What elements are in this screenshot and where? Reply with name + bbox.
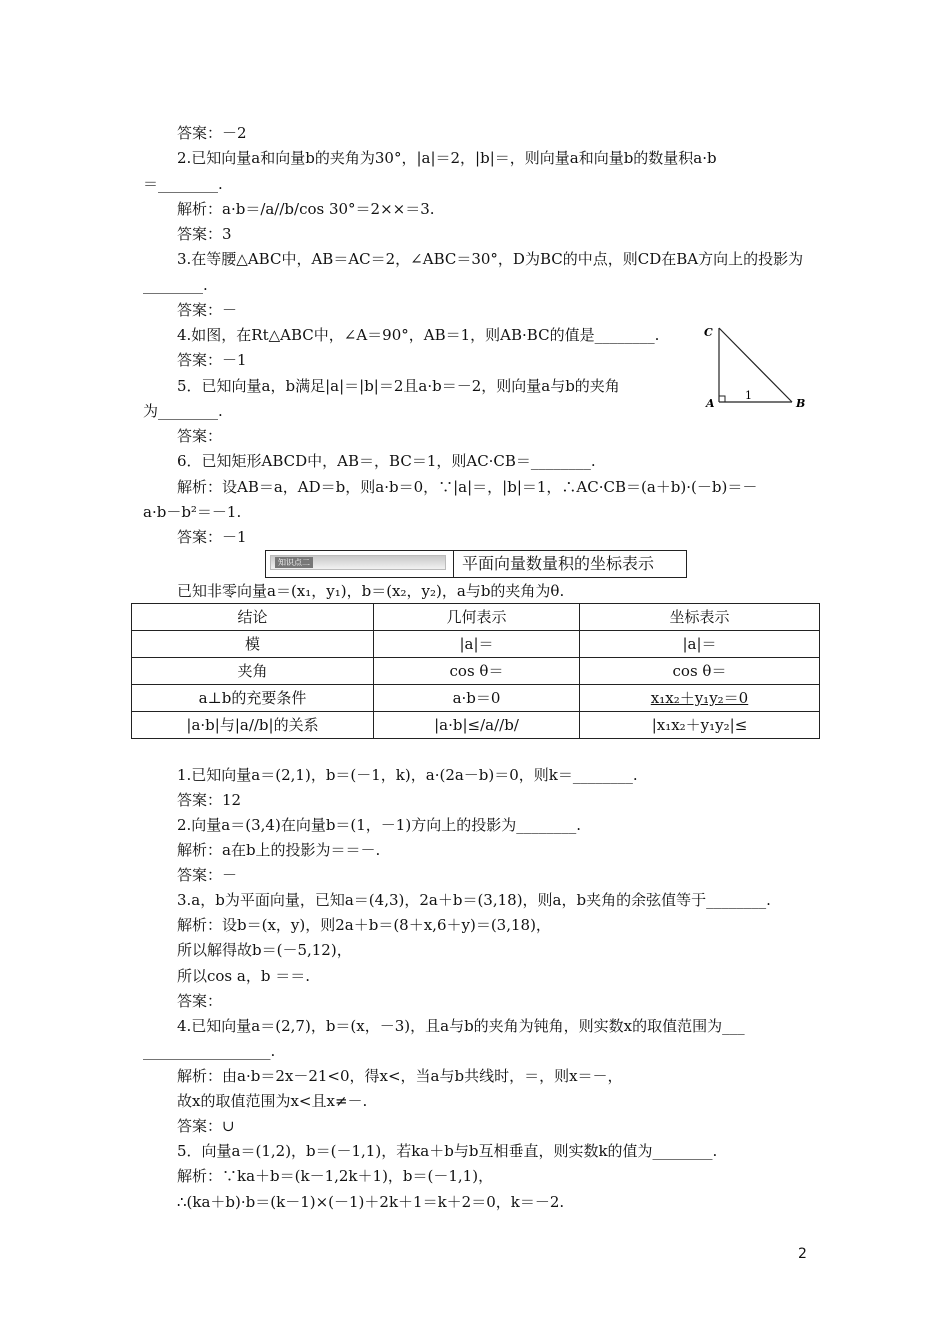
table-cell: cos θ＝ [374, 658, 580, 685]
exercise-3: 3.a，b为平面向量，已知a＝(4,3)，2a＋b＝(3,18)，则a，b夹角的余弦值等于________. [177, 891, 771, 909]
section-title: 平面向量数量积的坐标表示 [462, 554, 655, 573]
answer-line: 答案：－ [177, 301, 238, 319]
section-header [265, 550, 687, 578]
answer-line: 答案：－ [177, 866, 238, 884]
table-row [132, 712, 820, 739]
table-row [132, 631, 820, 658]
solution-line: 解析：∵ka＋b＝(k－1,2k＋1)，b＝(－1,1)， [177, 1167, 494, 1185]
exercise-2: 2.向量a＝(3,4)在向量b＝(1，－1)方向上的投影为________. [177, 816, 581, 834]
solution-line: 所以解得故b＝(－5,12)， [177, 941, 352, 959]
answer-line: 答案：12 [177, 791, 242, 809]
intro-line: 已知非零向量a＝(x₁，y₁)，b＝(x₂，y₂)，a与b的夹角为θ. [177, 582, 565, 600]
question-3-cont: ________. [143, 276, 208, 294]
table-cell: x₁x₂＋y₁y₂＝0 [580, 685, 820, 712]
knowledge-table [131, 603, 820, 739]
question-6: 6．已知矩形ABCD中，AB＝，BC＝1，则AC·CB＝________. [177, 452, 596, 470]
answer-line: 答案： [177, 992, 223, 1010]
solution-line: 解析：设AB＝a，AD＝b，则a·b＝0，∵|a|＝，|b|＝1，∴AC·CB＝(a＋b)·(－b)＝－ [177, 478, 758, 496]
section-divider [453, 551, 454, 577]
vertex-a-label: A [706, 397, 715, 410]
table-cell: |a|＝ [580, 631, 820, 658]
table-cell: cos θ＝ [580, 658, 820, 685]
solution-line: 所以cos a，b ＝＝. [177, 967, 310, 985]
solution-line: 解析：a·b＝/a//b/cos 30°＝2××＝3. [177, 200, 435, 218]
table-row [132, 658, 820, 685]
exercise-1: 1.已知向量a＝(2,1)，b＝(－1，k)，a·(2a－b)＝0，则k＝________. [177, 766, 638, 784]
answer-line: 答案：3 [177, 225, 232, 243]
answer-line: 答案：∪ [177, 1117, 235, 1135]
table-cell: |x₁x₂＋y₁y₂|≤ [580, 712, 820, 739]
question-4: 4.如图，在Rt△ABC中，∠A＝90°，AB＝1，则AB·BC的值是________. [177, 326, 660, 344]
side-ab-label: 1 [745, 389, 752, 402]
table-cell: 夹角 [132, 658, 374, 685]
table-cell: |a·b|与|a//b|的关系 [132, 712, 374, 739]
table-cell: a⊥b的充要条件 [132, 685, 374, 712]
table-row [132, 685, 820, 712]
vertex-b-label: B [796, 397, 806, 410]
exercise-4-cont: _________________. [143, 1042, 276, 1060]
vertex-c-label: C [704, 326, 713, 339]
section-tag-label: 知识点二 [275, 557, 313, 568]
table-cell: |a·b|≤/a//b/ [374, 712, 580, 739]
solution-line: 解析：设b＝(x，y)，则2a＋b＝(8＋x,6＋y)＝(3,18)， [177, 916, 551, 934]
solution-line: ∴(ka＋b)·b＝(k－1)×(－1)＋2k＋1＝k＋2＝0，k＝－2. [177, 1193, 565, 1211]
table-cell: |a|＝ [374, 631, 580, 658]
question-5-cont: 为________. [143, 402, 223, 420]
answer-line: 答案：－1 [177, 528, 247, 546]
answer-line: 答案：－2 [177, 124, 247, 142]
exercise-4: 4.已知向量a＝(2,7)，b＝(x，－3)，且a与b的夹角为钝角，则实数x的取值范围为___ [177, 1017, 745, 1035]
table-header-cell: 坐标表示 [580, 604, 820, 631]
table-header-cell: 结论 [132, 604, 374, 631]
question-3: 3.在等腰△ABC中，AB＝AC＝2，∠ABC＝30°，D为BC的中点，则CD在BA方向上的投影为 [177, 250, 804, 268]
page-number: 2 [798, 1246, 807, 1262]
solution-line: 故x的取值范围为x<且x≠－. [177, 1092, 368, 1110]
answer-line: 答案： [177, 427, 223, 445]
section-tag [270, 555, 446, 570]
solution-line: 解析：由a·b＝2x－21<0，得x<，当a与b共线时，＝，则x＝－， [177, 1067, 623, 1085]
answer-line: 答案：－1 [177, 351, 247, 369]
solution-line: 解析：a在b上的投影为＝＝－. [177, 841, 381, 859]
question-2: 2.已知向量a和向量b的夹角为30°，|a|＝2，|b|＝，则向量a和向量b的数量积a·b [177, 149, 717, 167]
table-cell: 模 [132, 631, 374, 658]
question-5: 5．已知向量a，b满足|a|＝|b|＝2且a·b＝－2，则向量a与b的夹角 [177, 377, 620, 395]
table-header-cell: 几何表示 [374, 604, 580, 631]
table-header-row [132, 604, 820, 631]
question-2-cont: ＝________. [143, 175, 223, 193]
table-cell: a·b＝0 [374, 685, 580, 712]
right-triangle-figure [700, 320, 815, 412]
solution-line-cont: a·b－b²＝－1. [143, 503, 242, 521]
exercise-5: 5．向量a＝(1,2)，b＝(－1,1)，若ka＋b与b互相垂直，则实数k的值为________. [177, 1142, 718, 1160]
